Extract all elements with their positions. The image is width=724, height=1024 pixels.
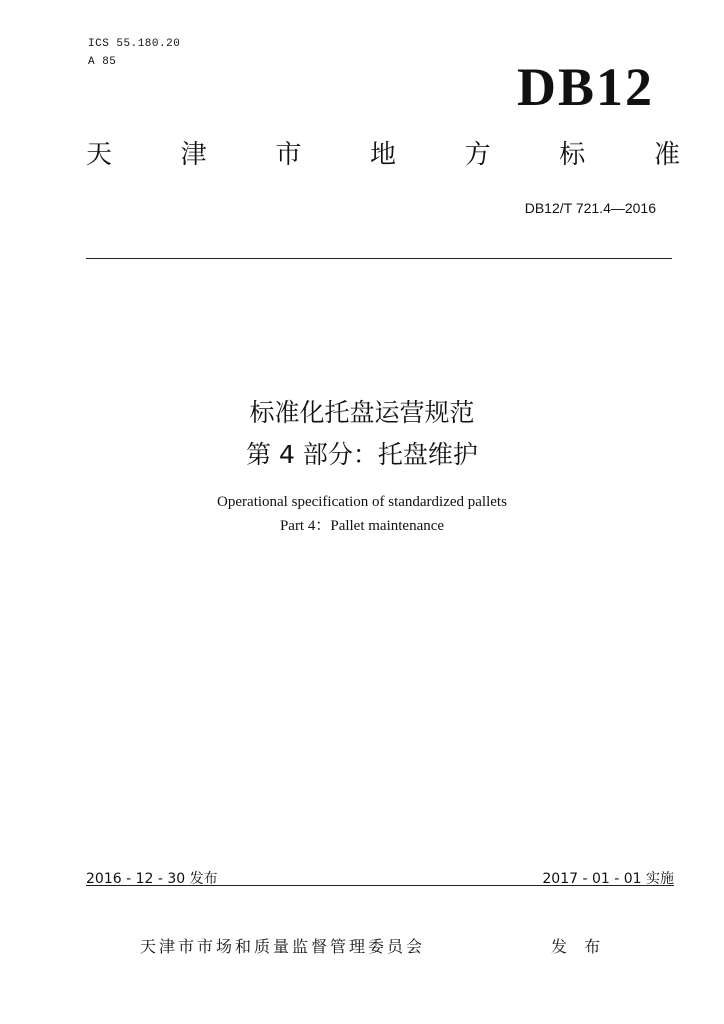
title-cn-line1: 标准化托盘运营规范 (249, 398, 475, 427)
title-en-line1: Operational specification of standardized pallets (217, 494, 507, 510)
title-block (0, 392, 724, 538)
standard-type-char: 市 (275, 140, 302, 170)
standard-type (86, 142, 680, 168)
ccs-code: A 85 (88, 56, 117, 68)
standard-type-char: 标 (559, 140, 586, 170)
standard-type-char: 津 (180, 140, 207, 170)
ics-code: ICS 55.180.20 (88, 38, 181, 50)
standard-mark: DB12 (516, 57, 654, 117)
implementation-date: 2017 - 01 - 01 实施 (542, 871, 674, 887)
issuing-authority: 天津市市场和质量监督管理委员会 (140, 937, 426, 956)
top-divider (86, 258, 672, 259)
standard-type-char: 天 (86, 140, 113, 170)
issue-date: 2016 - 12 - 30 发布 (86, 871, 218, 887)
standard-type-char: 准 (653, 140, 680, 170)
standard-type-char: 方 (464, 140, 491, 170)
standard-number: DB12/T 721.4—2016 (524, 200, 656, 216)
standard-type-char: 地 (369, 140, 396, 170)
bottom-divider (86, 885, 674, 886)
title-cn-line2: 第 4 部分：托盘维护 (246, 440, 478, 469)
publish-label: 发 布 (551, 937, 607, 956)
title-en-line2: Part 4：Pallet maintenance (279, 518, 445, 534)
